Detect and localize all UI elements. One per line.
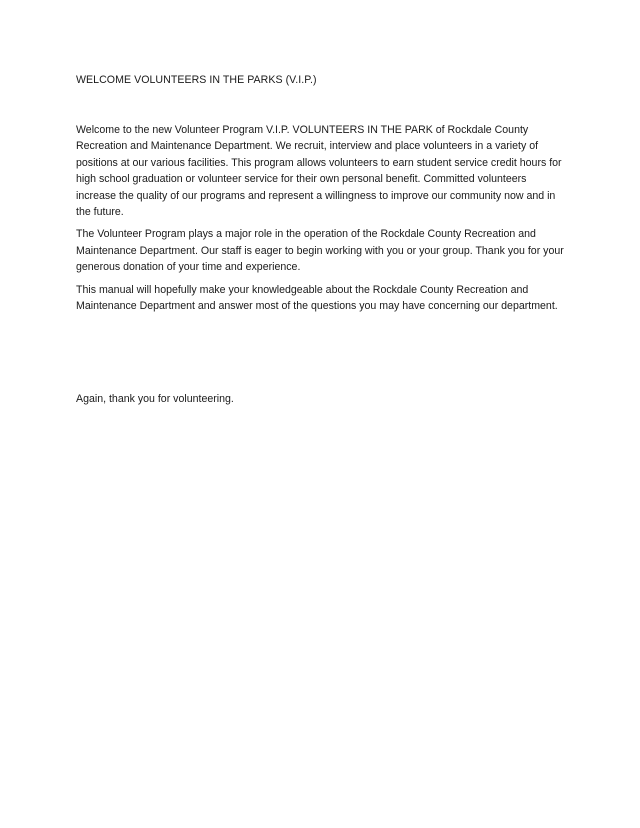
document-body	[76, 72, 568, 408]
manual-paragraph: This manual will hopefully make your knowledgeable about the Rockdale County Recreation and Maintenance Department and answer most of the questions you may have concerning our department.	[76, 283, 558, 313]
closing-line: Again, thank you for volunteering.	[76, 393, 234, 406]
document-title: WELCOME VOLUNTEERS IN THE PARKS (V.I.P.)	[76, 74, 317, 86]
welcome-paragraph: Welcome to the new Volunteer Program V.I.P. VOLUNTEERS IN THE PARK of Rockdale County Recreation and Maintenance Department. We recruit, interview and place volunteers in a variety of positions at our various facilities. This program allows volunteers to earn student service credit hours for high school graduation or volunteer service for their own personal benefit. Committed volunteers increase the quality of our programs and represent a willingness to improve our community now and in the future.	[76, 124, 562, 219]
program-role-paragraph: The Volunteer Program plays a major role in the operation of the Rockdale County Recreation and Maintenance Department. Our staff is eager to begin working with you or your group. Thank you for your generous donation of your time and experience.	[76, 228, 564, 274]
